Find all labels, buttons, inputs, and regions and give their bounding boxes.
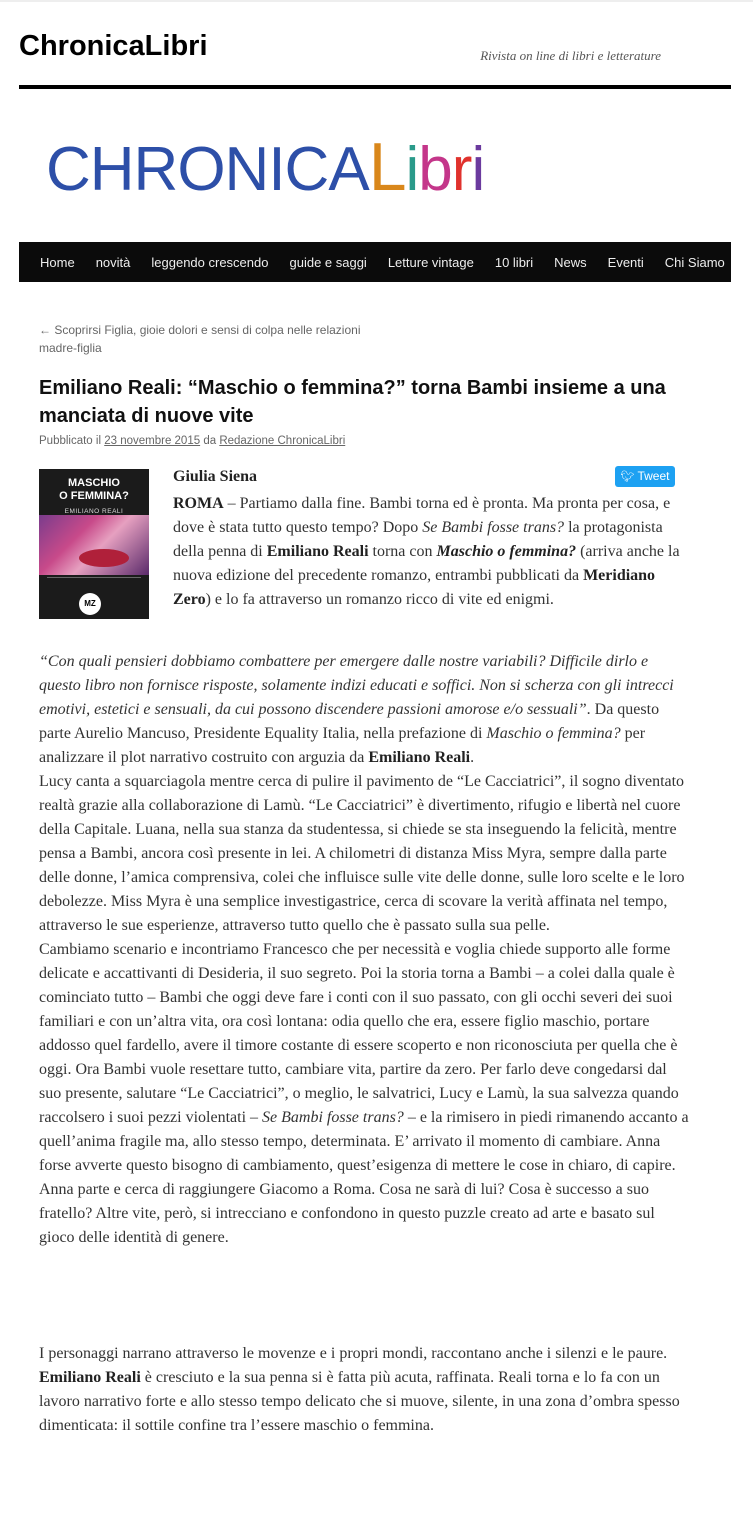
- cover-lips: [79, 549, 129, 567]
- nav-guide-e-saggi[interactable]: guide e saggi: [289, 254, 367, 270]
- cover-publisher-logo: MZ: [79, 593, 101, 615]
- article-byline: Giulia Siena: [173, 468, 258, 485]
- nav-leggendo-crescendo[interactable]: leggendo crescendo: [151, 254, 269, 270]
- site-tagline: Rivista on line di libri e letterature: [480, 48, 661, 63]
- header-logo[interactable]: CHRONICALibri: [46, 129, 485, 205]
- book-cover-image: [39, 469, 149, 619]
- nav-10-libri[interactable]: 10 libri: [494, 254, 534, 270]
- cover-fine-print: [47, 577, 141, 592]
- post-date-link[interactable]: 23 novembre 2015: [104, 435, 201, 447]
- article-paragraph-2: “Con quali pensieri dobbiamo combattere per emergere dalle nostre variabili? Difficile dirlo e questo libro non fornisce risposte, solamente indizi educati e soffici. Non si scherza con gli intrecci emotivi, estetici e sensuali, da cui possono discendere passioni amorose e/o sessuali”. Da questo parte Aurelio Mancuso, Presidente Equality Italia, nella prefazione di Maschio o femmina? per analizzare il plot narrativo costruito con arguzia da Emiliano Reali. Lucy canta a squarciagola mentre cerca di pulire il pavimento de “Le Cacciatrici”, il sogno diventato realtà grazie alla collaborazione di Lamù. “Le Cacciatrici” è divertimento, rifugio e libertà nel cuore della Capitale. Luana, nella sua stanza da studentessa, si chiede se sta inseguendo la felicità, mentre pensa a Bambi, ancora così presente in lei. A chilometri di distanza Miss Myra, sempre dalla parte delle donne, l’amica comprensiva, colei che influisce sulle vite delle donne, sulle loro scelte e le loro debolezze. Miss Myra è una semplice investigastrice, cerca di scovare la verità affinata nel tempo, attraverso le sue esperienze, attraverso tutto quello che è passato sulla sua pelle. Cambiamo scenario e incontriamo Francesco che per necessità e voglia chiede supporto alle forme delicate e accattivanti di Desideria, il suo segreto. Poi la storia torna a Bambi – a colei dalla quale è cominciato tutto – Bambi che oggi deve fare i conti con il suo passato, con gli occhi severi dei suoi familiari e con un’altra vita, ora così lontana: odia quello che era, essere figlio maschio, portare addosso quel fardello, avere il timore costante di essere scoperto e non riconosciuta per quella che è oggi. Ora Bambi vuole resettare tutto, cambiare vita, partire da zero. Per farlo deve congedarsi dal suo presente, salutare “Le Cacciatrici”, o meglio, le salvatrici, Lucy e Lamù, la sua salvezza quando raccolsero i suoi pezzi violentati – Se Bambi fosse trans? – e la rimisero in piedi rimanendo accanto a quell’anima fragile ma, allo stesso tempo, determinata. E’ arrivato il momento di cambiare. Anna forse avverte questo bisogno di cambiamento, quest’esigenza di mettere le cose in chiaro, di capire. Anna parte e cerca di raggiungere Giacomo a Roma. Cosa ne sarà di lui? Cosa è successo a suo fratello? Altre vite, però, si intrecciano e confondono in questo puzzle creato ad arte e basato sul gioco delle identità di genere.: [39, 653, 689, 1246]
- header-rule: [19, 85, 731, 89]
- article-paragraph-1: ROMA – Partiamo dalla fine. Bambi torna ed è pronta. Ma pronta per cosa, e dove è stata tutto questo tempo? Dopo Se Bambi fosse trans? la protagonista della penna di Emiliano Reali torna con Maschio o femmina? (arriva anche la nuova edizione del precedente romanzo, entrambi pubblicati da Meridiano Zero) e lo fa attraverso un romanzo ricco di vite ed enigmi.: [173, 495, 680, 608]
- previous-post-link[interactable]: ← Scoprirsi Figlia, gioie dolori e sensi di colpa nelle relazioni madre-figlia: [39, 323, 361, 355]
- post-author-link[interactable]: Redazione ChronicaLibri: [219, 435, 346, 447]
- main-navigation: [19, 242, 731, 282]
- cover-title: MASCHIO O FEMMINA?: [59, 477, 129, 502]
- preface-quote: “Con quali pensieri dobbiamo combattere per emergere dalle nostre variabili? Difficile dirlo e questo libro non fornisce risposte, solamente indizi educati e soffici. Non si scherza con gli intrecci emotivi, estetici e sensuali, da cui possono discendere passioni amorose e/o sessuali”: [39, 653, 674, 718]
- nav-home[interactable]: Home: [40, 254, 75, 270]
- nav-eventi[interactable]: Eventi: [607, 254, 644, 270]
- nav-chi-siamo[interactable]: Chi Siamo: [664, 254, 725, 270]
- tweet-button[interactable]: 🐦︎ Tweet: [615, 466, 675, 487]
- nav-news[interactable]: News: [554, 254, 587, 270]
- article-paragraph-3: I personaggi narrano attraverso le movenze e i propri mondi, raccontano anche i silenzi e le paure. Emiliano Reali è cresciuto e la sua penna si è fatta più acuta, raffinata. Reali torna e lo fa con un lavoro narrativo forte e allo stesso tempo delicato che si muove, silente, in una zona d’ombra spesso dimenticata: il sottile confine tra l’essere maschio o femmina.: [39, 1345, 680, 1434]
- cover-author: EMILIANO REALI: [64, 508, 124, 515]
- site-title[interactable]: ChronicaLibri: [19, 30, 208, 62]
- nav-letture-vintage[interactable]: Letture vintage: [387, 254, 474, 270]
- top-border: [0, 0, 753, 2]
- post-meta: Pubblicato il 23 novembre 2015 da Redazione ChronicaLibri: [39, 435, 346, 447]
- nav-novita[interactable]: novità: [95, 254, 131, 270]
- post-title: Emiliano Reali: “Maschio o femmina?” torna Bambi insieme a una manciata di nuove vite: [39, 377, 666, 427]
- twitter-bird-icon: 🐦︎: [620, 471, 635, 483]
